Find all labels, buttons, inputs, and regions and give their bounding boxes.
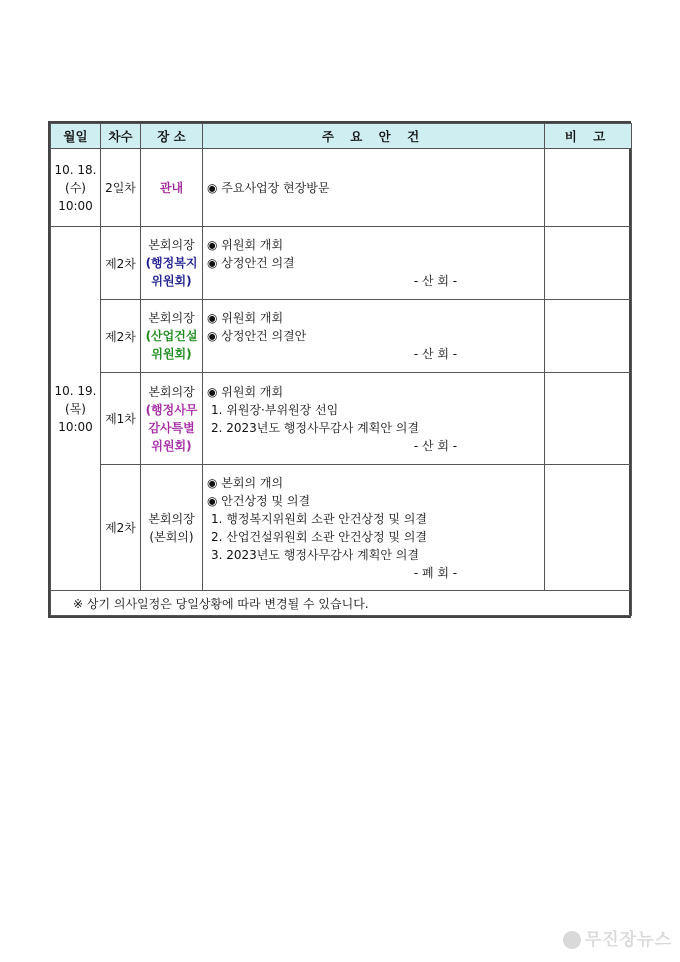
- place-hall: 본회의장: [148, 311, 195, 325]
- committee-name: (행정복지: [145, 256, 198, 270]
- place-cell: [141, 373, 203, 465]
- agenda-item: ◉ 위원회 개회: [207, 311, 284, 325]
- note-row: [51, 591, 632, 616]
- agenda-cell: [203, 373, 545, 465]
- table-row: [51, 465, 632, 591]
- order-cell: 제1차: [101, 373, 141, 465]
- order-cell: 제2차: [101, 465, 141, 591]
- committee-suffix: 위원회): [151, 347, 192, 361]
- place-hall: 본회의장: [148, 238, 195, 252]
- watermark: [563, 925, 672, 950]
- agenda-cell: [203, 465, 545, 591]
- place-cell: [141, 300, 203, 373]
- agenda-subitem: 1. 위원장·부위원장 선임: [211, 402, 339, 417]
- place-hall: 본회의장: [148, 384, 195, 399]
- header-remarks: 비 고: [545, 124, 632, 149]
- time: 10:00: [58, 198, 93, 213]
- adjourn-mark: - 산 회 -: [413, 347, 458, 361]
- place-text: 관내: [159, 181, 184, 195]
- agenda-cell: [203, 300, 545, 373]
- agenda-item: ◉ 본회의 개의: [207, 475, 284, 490]
- committee-suffix: 위원회): [151, 274, 192, 288]
- committee-name-2: 감사특별: [148, 420, 195, 435]
- time: 10:00: [58, 419, 93, 434]
- agenda-subitem: 1. 행정복지위원회 소관 안건상정 및 의결: [211, 511, 427, 526]
- remarks-cell: [545, 465, 632, 591]
- header-agenda: 주 요 안 건: [203, 124, 545, 149]
- committee-suffix: 위원회): [151, 438, 192, 453]
- schedule-table: [50, 123, 632, 616]
- date-cell: [51, 149, 101, 227]
- agenda-item: ◉ 안건상정 및 의결: [207, 493, 311, 508]
- table-row: [51, 149, 632, 227]
- table-row: [51, 300, 632, 373]
- order-cell: 제2차: [101, 227, 141, 300]
- table-row: [51, 373, 632, 465]
- agenda-item: ◉ 상정안건 의결: [207, 256, 295, 270]
- agenda-item: ◉ 주요사업장 현장방문: [207, 180, 330, 195]
- place-cell: [141, 465, 203, 591]
- adjourn-mark: - 산 회 -: [413, 438, 458, 453]
- header-place: 장 소: [141, 124, 203, 149]
- header-row: [51, 124, 632, 149]
- date-cell: [51, 227, 101, 591]
- weekday: (수): [65, 180, 86, 195]
- closing-mark: - 폐 회 -: [413, 565, 458, 580]
- agenda-cell: [203, 227, 545, 300]
- place-cell: [141, 227, 203, 300]
- place-cell: [141, 149, 203, 227]
- committee-name: (산업건설: [145, 329, 198, 343]
- adjourn-mark: - 산 회 -: [413, 274, 458, 288]
- remarks-cell: [545, 373, 632, 465]
- agenda-item: ◉ 위원회 개회: [207, 384, 284, 399]
- agenda-item: ◉ 위원회 개회: [207, 238, 284, 252]
- watermark-text: 무진장뉴스: [584, 930, 672, 950]
- committee-name: (행정사무: [145, 402, 198, 417]
- agenda-cell: [203, 149, 545, 227]
- remarks-cell: [545, 300, 632, 373]
- agenda-subitem: 3. 2023년도 행정사무감사 계획안 의결: [211, 547, 419, 562]
- header-order: 차수: [101, 124, 141, 149]
- schedule-table-frame: [48, 121, 631, 618]
- remarks-cell: [545, 227, 632, 300]
- schedule-note: ※ 상기 의사일정은 당일상황에 따라 변경될 수 있습니다.: [51, 591, 632, 616]
- agenda-item: ◉ 상정안건 의결안: [207, 329, 307, 343]
- order-cell: 제2차: [101, 300, 141, 373]
- agenda-subitem: 2. 산업건설위원회 소관 안건상정 및 의결: [211, 529, 427, 544]
- table-row: [51, 227, 632, 300]
- place-hall: 본회의장: [148, 511, 195, 526]
- header-date: 월일: [51, 124, 101, 149]
- weekday: (목): [65, 401, 86, 416]
- agenda-subitem: 2. 2023년도 행정사무감사 계획안 의결: [211, 420, 419, 435]
- date-line: 10. 19.: [54, 383, 97, 398]
- place-plenary: (본회의): [149, 529, 194, 544]
- mountain-logo-icon: [563, 931, 581, 949]
- order-cell: 2일차: [101, 149, 141, 227]
- remarks-cell: [545, 149, 632, 227]
- date-line: 10. 18.: [54, 162, 97, 177]
